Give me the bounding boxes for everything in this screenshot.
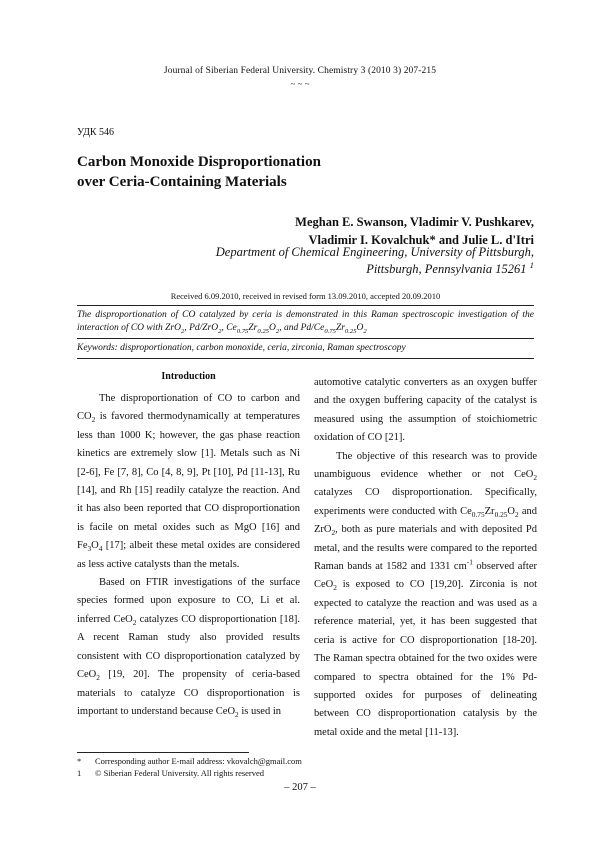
right-column [314,374,537,742]
abstract-bottom-rule [77,358,534,359]
intro-paragraph-2-continued: automotive catalytic converters as an oxygen buffer and the oxygen buffering capacity of the catalyst is measured using the assumption of stoichiometric oxidation of CO [21]. [314,377,537,444]
footnotes [77,755,302,779]
affiliation-line-1: Department of Chemical Engineering, University of Pittsburgh, [215,245,534,259]
authors-line-1: Meghan E. Swanson, Vladimir V. Pushkarev, [295,215,534,229]
journal-running-head: Journal of Siberian Federal University. Chemistry 3 (2010 3) 207-215 [163,66,437,76]
title-line-1: Carbon Monoxide Disproportionation [77,154,321,170]
intro-paragraph-3: The objective of this research was to provide unambiguous evidence whether or not CeO$_2$ catalyzes CO disproportionation. Specifically, experiments were conducted with $Ce_{0.75}Zr_{0.25}O_2$ and ZrO$_2$, both as pure materials and with deposited Pd metal, and the results were compared to the reported Raman bands at 1582 and 1331 $cm^{-1}$ observed after CeO$_2$ is exposed to CO [19,20]. Zirconia is not expected to catalyze the reaction and was used as a reference material, yet, it has been suggested that ceria is active for CO disproportionation [18-20]. The Raman spectra obtained for the two oxides were compared to spectra obtained for the 1% Pd-supported oxides for purposes of delineating between CO disproportionation catalysis by the metal oxide and the metal [11-13]. [314,450,537,738]
abstract-top-rule [77,305,534,306]
header-ornament: ~ ~ ~ [290,79,310,89]
intro-paragraph-2: Based on FTIR investigations of the surface species formed upon exposure to CO, Li et al. inferred CeO$_2$ catalyzes CO disproportionation [18]. A recent Raman study also provided results consistent with CO disproportionation catalyzed by CeO$_2$ [19, 20]. The propensity of ceria-based materials to catalyze CO disproportionation is important to understand because CeO$_2$ is used in [77,577,300,719]
intro-paragraph-1: The disproportionation of CO to carbon and $CO_2$ is favored thermodynamically at temperatures less than 1000 K; however, the gas phase reaction kinetics are extremely slow [1]. Metals such as Ni [2-6], Fe [7, 8], Co [4, 8, 9], Pt [10], Pd [11-13], Ru [14], and Rh [15] readily catalyze the reaction. And it has also been reported that CO disproportionation is facile on metal oxides such as MgO [16] and $Fe_3O_4$ [17]; albeit these metal oxides are considered as less active catalysts than the metals. [77,393,300,570]
section-heading-introduction: Introduction [161,371,216,382]
footnote-corresponding: * Corresponding author E-mail address: vkovalch@gmail.com [77,756,302,766]
abstract: The disproportionation of CO catalyzed by ceria is demonstrated in this Raman spectroscopic investigation of the interaction of CO with ZrO$_2$, Pd/ZrO$_2$, $Ce_{0.75}Zr_{0.25}O_2$, and $Pd/Ce_{0.75}Zr_{0.25}O_2$ [77,310,534,335]
keywords: Keywords: disproportionation, carbon monoxide, ceria, zirconia, Raman spectroscopy [77,343,406,353]
left-column [77,370,300,721]
affiliation [216,244,534,278]
footnote-copyright: 1 © Siberian Federal University. All rights reserved [77,768,265,778]
abstract-mid-rule [77,338,534,339]
footnote-rule [77,752,249,753]
received-dates: Received 6.09.2010, received in revised form 13.09.2010, accepted 20.09.2010 [170,291,441,301]
page-number: – 207 – [284,782,316,793]
article-title [77,152,321,192]
title-line-2: over Ceria-Containing Materials [77,174,287,190]
udk-code: УДК 546 [77,127,115,138]
affiliation-footnote-mark: 1 [529,259,534,270]
affiliation-line-2: Pittsburgh, Pennsylvania 15261 $^1$ [366,259,534,276]
authors-line-2: Vladimir I. Kovalchuk* and Julie L. d'Itri [308,233,534,247]
